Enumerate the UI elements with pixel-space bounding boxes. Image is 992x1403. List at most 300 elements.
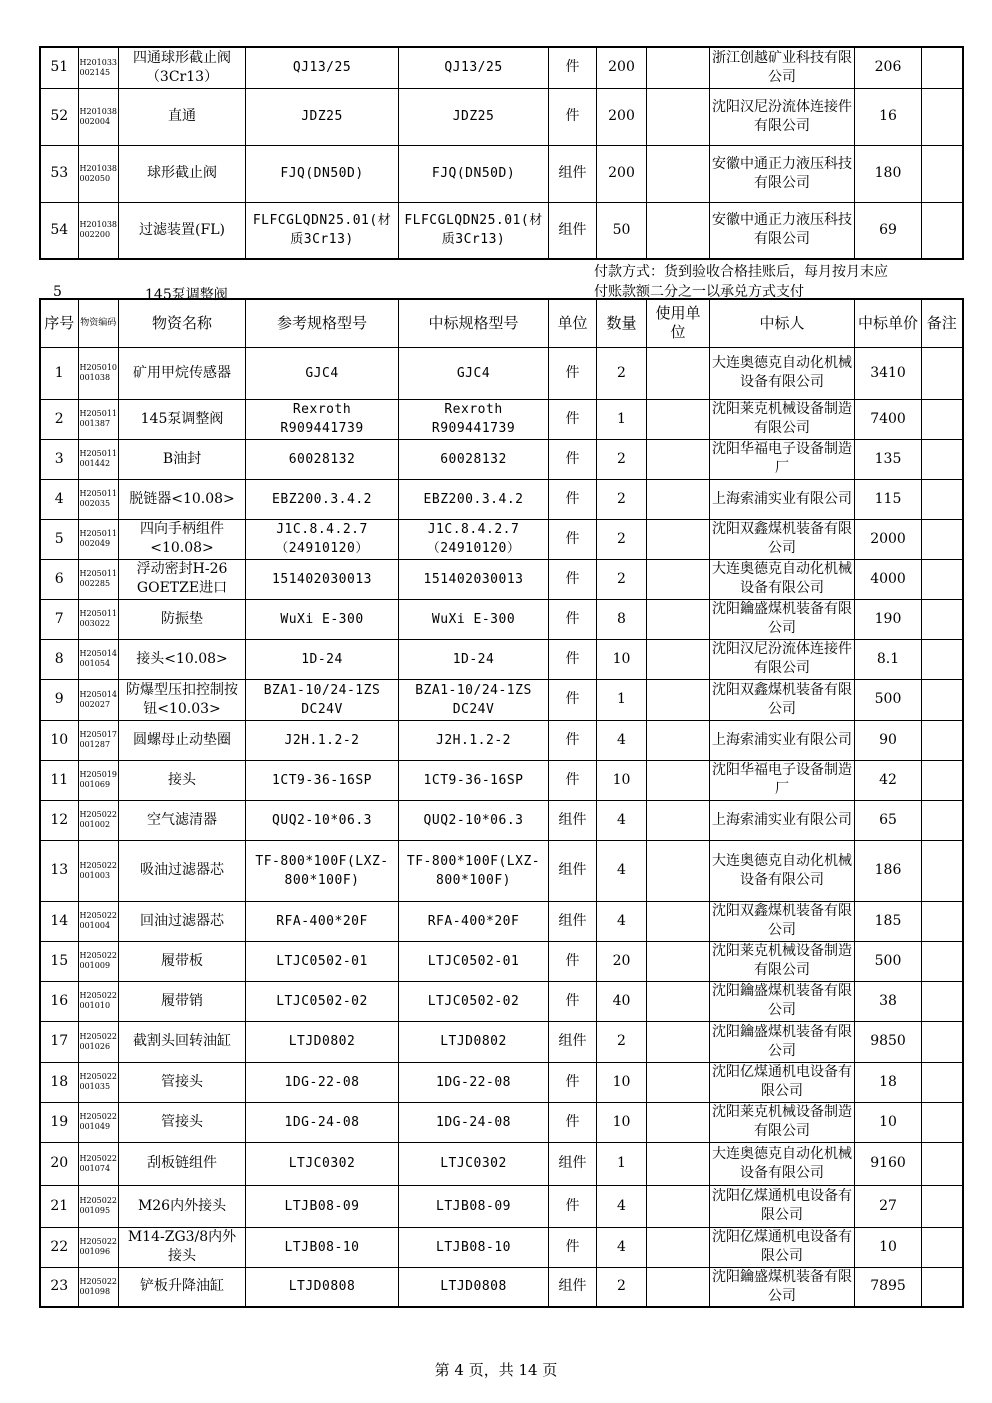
cell-use-unit xyxy=(647,399,710,439)
cell-unit: 件 xyxy=(549,720,597,760)
cell-use-unit xyxy=(647,840,710,901)
cell-use-unit xyxy=(647,439,710,479)
cell-price: 185 xyxy=(855,901,922,941)
cell-unit: 件 xyxy=(549,599,597,639)
header-name: 物资名称 xyxy=(119,299,246,347)
cell-price: 90 xyxy=(855,720,922,760)
section-number: 5 xyxy=(53,284,62,300)
cell-use-unit xyxy=(647,901,710,941)
cell-no: 14 xyxy=(40,901,78,941)
cell-bid-spec: 1CT9-36-16SP xyxy=(399,760,549,800)
cell-note xyxy=(922,1267,963,1307)
cell-price: 27 xyxy=(855,1185,922,1227)
cell-unit: 件 xyxy=(549,559,597,599)
cell-bid-spec: LTJC0502-02 xyxy=(399,981,549,1021)
cell-note xyxy=(922,599,963,639)
cell-price: 500 xyxy=(855,941,922,981)
cell-use-unit xyxy=(647,639,710,679)
cell-unit: 组件 xyxy=(549,840,597,901)
cell-unit: 组件 xyxy=(549,901,597,941)
section-title: 145泵调整阀 xyxy=(145,287,228,303)
cell-bid-spec: 1D-24 xyxy=(399,639,549,679)
cell-vendor: 安徽中通正力液压科技有限公司 xyxy=(710,145,855,202)
cell-no: 21 xyxy=(40,1185,78,1227)
cell-name: 防振垫 xyxy=(119,599,246,639)
cell-qty: 2 xyxy=(597,559,647,599)
cell-note xyxy=(922,1142,963,1185)
cell-unit: 件 xyxy=(549,760,597,800)
cell-code: H205017 001287 xyxy=(78,720,119,760)
cell-price: 38 xyxy=(855,981,922,1021)
cell-unit: 组件 xyxy=(549,800,597,840)
cell-name: 截割头回转油缸 xyxy=(119,1021,246,1062)
cell-unit: 件 xyxy=(549,347,597,399)
cell-qty: 2 xyxy=(597,439,647,479)
cell-price: 9850 xyxy=(855,1021,922,1062)
cell-code: H205022 001026 xyxy=(78,1021,119,1062)
cell-qty: 4 xyxy=(597,720,647,760)
cell-qty: 8 xyxy=(597,599,647,639)
cell-vendor: 沈阳双鑫煤机装备有限公司 xyxy=(710,519,855,559)
cell-note xyxy=(922,479,963,519)
cell-note xyxy=(922,439,963,479)
table-row xyxy=(40,399,963,439)
cell-unit: 件 xyxy=(549,47,597,88)
cell-code: H205011 002035 xyxy=(78,479,119,519)
cell-price: 7895 xyxy=(855,1267,922,1307)
cell-note xyxy=(922,1102,963,1142)
cell-vendor: 沈阳华福电子设备制造厂 xyxy=(710,439,855,479)
cell-unit: 件 xyxy=(549,1062,597,1102)
cell-note xyxy=(922,519,963,559)
cell-ref-spec: LTJC0302 xyxy=(246,1142,399,1185)
table-row xyxy=(40,1267,963,1307)
cell-code: H201038 002200 xyxy=(78,202,119,259)
cell-price: 3410 xyxy=(855,347,922,399)
cell-unit: 件 xyxy=(549,88,597,145)
cell-use-unit xyxy=(647,347,710,399)
cell-ref-spec: FJQ(DN50D) xyxy=(246,145,399,202)
cell-ref-spec: JDZ25 xyxy=(246,88,399,145)
cell-name: M26内外接头 xyxy=(119,1185,246,1227)
cell-name: 管接头 xyxy=(119,1062,246,1102)
cell-bid-spec: BZA1-10/24-1ZS DC24V xyxy=(399,679,549,720)
cell-ref-spec: QJ13/25 xyxy=(246,47,399,88)
table-row xyxy=(40,1142,963,1185)
cell-vendor: 沈阳莱克机械设备制造有限公司 xyxy=(710,941,855,981)
cell-no: 8 xyxy=(40,639,78,679)
cell-vendor: 沈阳汉尼汾流体连接件有限公司 xyxy=(710,88,855,145)
cell-no: 10 xyxy=(40,720,78,760)
cell-note xyxy=(922,679,963,720)
cell-bid-spec: GJC4 xyxy=(399,347,549,399)
cell-qty: 10 xyxy=(597,639,647,679)
table-header-row xyxy=(40,299,963,347)
cell-ref-spec: GJC4 xyxy=(246,347,399,399)
cell-vendor: 沈阳汉尼汾流体连接件有限公司 xyxy=(710,639,855,679)
header-note: 备注 xyxy=(922,299,963,347)
cell-note xyxy=(922,1021,963,1062)
cell-ref-spec: LTJC0502-01 xyxy=(246,941,399,981)
cell-code: H205014 001054 xyxy=(78,639,119,679)
table-row xyxy=(40,901,963,941)
cell-name: 浮动密封H-26 GOETZE进口 xyxy=(119,559,246,599)
cell-use-unit xyxy=(647,202,710,259)
cell-vendor: 上海索浦实业有限公司 xyxy=(710,800,855,840)
cell-qty: 1 xyxy=(597,1142,647,1185)
cell-bid-spec: J1C.8.4.2.7（24910120） xyxy=(399,519,549,559)
payment-terms-line-1: 付款方式：货到验收合格挂账后，每月按月末应 xyxy=(594,264,888,280)
cell-qty: 10 xyxy=(597,1062,647,1102)
cell-name: 圆螺母止动垫圈 xyxy=(119,720,246,760)
cell-no: 12 xyxy=(40,800,78,840)
cell-unit: 件 xyxy=(549,981,597,1021)
cell-vendor: 沈阳鑰盛煤机装备有限公司 xyxy=(710,599,855,639)
cell-bid-spec: RFA-400*20F xyxy=(399,901,549,941)
cell-bid-spec: LTJD0802 xyxy=(399,1021,549,1062)
cell-unit: 件 xyxy=(549,519,597,559)
cell-no: 9 xyxy=(40,679,78,720)
cell-price: 10 xyxy=(855,1102,922,1142)
cell-vendor: 大连奥德克自动化机械设备有限公司 xyxy=(710,559,855,599)
header-use-unit: 使用单位 xyxy=(647,299,710,347)
cell-use-unit xyxy=(647,981,710,1021)
cell-bid-spec: QUQ2-10*06.3 xyxy=(399,800,549,840)
cell-ref-spec: BZA1-10/24-1ZS DC24V xyxy=(246,679,399,720)
cell-code: H201033 002145 xyxy=(78,47,119,88)
page-footer: 第 4 页，共 14 页 xyxy=(434,1361,558,1379)
cell-no: 52 xyxy=(40,88,78,145)
cell-use-unit xyxy=(647,145,710,202)
cell-qty: 4 xyxy=(597,1227,647,1267)
header-bid-spec: 中标规格型号 xyxy=(399,299,549,347)
cell-vendor: 沈阳莱克机械设备制造有限公司 xyxy=(710,1102,855,1142)
cell-name: 过滤装置(FL) xyxy=(119,202,246,259)
cell-qty: 1 xyxy=(597,399,647,439)
cell-use-unit xyxy=(647,519,710,559)
cell-qty: 40 xyxy=(597,981,647,1021)
cell-name: 脱链器<10.08> xyxy=(119,479,246,519)
cell-price: 8.1 xyxy=(855,639,922,679)
table-row xyxy=(40,840,963,901)
table-row xyxy=(40,599,963,639)
cell-no: 51 xyxy=(40,47,78,88)
cell-no: 6 xyxy=(40,559,78,599)
cell-note xyxy=(922,901,963,941)
table-row xyxy=(40,519,963,559)
cell-code: H205011 002285 xyxy=(78,559,119,599)
cell-no: 23 xyxy=(40,1267,78,1307)
table-row xyxy=(40,202,963,259)
cell-bid-spec: Rexroth R909441739 xyxy=(399,399,549,439)
cell-vendor: 沈阳双鑫煤机装备有限公司 xyxy=(710,679,855,720)
cell-vendor: 大连奥德克自动化机械设备有限公司 xyxy=(710,347,855,399)
cell-use-unit xyxy=(647,559,710,599)
table-row xyxy=(40,1021,963,1062)
table-row xyxy=(40,559,963,599)
cell-no: 1 xyxy=(40,347,78,399)
cell-no: 11 xyxy=(40,760,78,800)
cell-price: 9160 xyxy=(855,1142,922,1185)
cell-vendor: 沈阳莱克机械设备制造有限公司 xyxy=(710,399,855,439)
cell-price: 65 xyxy=(855,800,922,840)
cell-no: 15 xyxy=(40,941,78,981)
cell-name: 管接头 xyxy=(119,1102,246,1142)
cell-price: 500 xyxy=(855,679,922,720)
cell-use-unit xyxy=(647,1062,710,1102)
cell-ref-spec: WuXi E-300 xyxy=(246,599,399,639)
cell-use-unit xyxy=(647,679,710,720)
header-no: 序号 xyxy=(40,299,78,347)
table-row xyxy=(40,720,963,760)
cell-qty: 2 xyxy=(597,347,647,399)
cell-use-unit xyxy=(647,1102,710,1142)
cell-qty: 1 xyxy=(597,679,647,720)
cell-name: 刮板链组件 xyxy=(119,1142,246,1185)
cell-name: 矿用甲烷传感器 xyxy=(119,347,246,399)
cell-ref-spec: LTJB08-09 xyxy=(246,1185,399,1227)
cell-note xyxy=(922,1062,963,1102)
cell-name: 四通球形截止阀（3Cr13） xyxy=(119,47,246,88)
cell-bid-spec: TF-800*100F(LXZ-800*100F) xyxy=(399,840,549,901)
cell-code: H205011 002049 xyxy=(78,519,119,559)
cell-no: 5 xyxy=(40,519,78,559)
cell-price: 135 xyxy=(855,439,922,479)
cell-bid-spec: 1DG-24-08 xyxy=(399,1102,549,1142)
cell-qty: 2 xyxy=(597,1021,647,1062)
cell-note xyxy=(922,639,963,679)
cell-qty: 200 xyxy=(597,145,647,202)
cell-note xyxy=(922,47,963,88)
cell-no: 53 xyxy=(40,145,78,202)
cell-name: 直通 xyxy=(119,88,246,145)
cell-use-unit xyxy=(647,1021,710,1062)
cell-unit: 件 xyxy=(549,941,597,981)
cell-no: 20 xyxy=(40,1142,78,1185)
cell-unit: 组件 xyxy=(549,1021,597,1062)
table-row xyxy=(40,981,963,1021)
table-row xyxy=(40,1102,963,1142)
cell-price: 190 xyxy=(855,599,922,639)
cell-bid-spec: 60028132 xyxy=(399,439,549,479)
cell-unit: 件 xyxy=(549,1227,597,1267)
cell-code: H201038 002004 xyxy=(78,88,119,145)
cell-unit: 组件 xyxy=(549,202,597,259)
cell-note xyxy=(922,720,963,760)
cell-bid-spec: LTJB08-10 xyxy=(399,1227,549,1267)
cell-note xyxy=(922,88,963,145)
cell-code: H205022 001035 xyxy=(78,1062,119,1102)
cell-code: H205014 002027 xyxy=(78,679,119,720)
cell-ref-spec: J1C.8.4.2.7（24910120） xyxy=(246,519,399,559)
cell-no: 22 xyxy=(40,1227,78,1267)
cell-qty: 2 xyxy=(597,519,647,559)
cell-vendor: 沈阳鑰盛煤机装备有限公司 xyxy=(710,1021,855,1062)
cell-ref-spec: Rexroth R909441739 xyxy=(246,399,399,439)
cell-no: 13 xyxy=(40,840,78,901)
cell-unit: 组件 xyxy=(549,1142,597,1185)
cell-bid-spec: LTJC0502-01 xyxy=(399,941,549,981)
cell-code: H205010 001038 xyxy=(78,347,119,399)
cell-note xyxy=(922,760,963,800)
cell-price: 4000 xyxy=(855,559,922,599)
table-row xyxy=(40,88,963,145)
cell-bid-spec: LTJD0808 xyxy=(399,1267,549,1307)
cell-code: H205022 001009 xyxy=(78,941,119,981)
cell-no: 4 xyxy=(40,479,78,519)
cell-vendor: 安徽中通正力液压科技有限公司 xyxy=(710,202,855,259)
cell-vendor: 沈阳亿煤通机电设备有限公司 xyxy=(710,1062,855,1102)
cell-price: 16 xyxy=(855,88,922,145)
cell-use-unit xyxy=(647,800,710,840)
cell-unit: 件 xyxy=(549,639,597,679)
cell-code: H205022 001004 xyxy=(78,901,119,941)
header-vendor: 中标人 xyxy=(710,299,855,347)
cell-ref-spec: QUQ2-10*06.3 xyxy=(246,800,399,840)
cell-bid-spec: FJQ(DN50D) xyxy=(399,145,549,202)
cell-price: 18 xyxy=(855,1062,922,1102)
cell-code: H205022 001074 xyxy=(78,1142,119,1185)
cell-price: 186 xyxy=(855,840,922,901)
cell-name: 接头 xyxy=(119,760,246,800)
cell-qty: 4 xyxy=(597,840,647,901)
cell-name: 防爆型压扣控制按钮<10.03> xyxy=(119,679,246,720)
cell-qty: 4 xyxy=(597,901,647,941)
cell-vendor: 大连奥德克自动化机械设备有限公司 xyxy=(710,1142,855,1185)
cell-name: 回油过滤器芯 xyxy=(119,901,246,941)
cell-price: 42 xyxy=(855,760,922,800)
cell-bid-spec: QJ13/25 xyxy=(399,47,549,88)
cell-note xyxy=(922,981,963,1021)
cell-name: 吸油过滤器芯 xyxy=(119,840,246,901)
continued-items-table xyxy=(39,46,964,260)
cell-note xyxy=(922,941,963,981)
cell-qty: 4 xyxy=(597,800,647,840)
cell-qty: 2 xyxy=(597,479,647,519)
cell-ref-spec: 151402030013 xyxy=(246,559,399,599)
cell-no: 3 xyxy=(40,439,78,479)
cell-price: 7400 xyxy=(855,399,922,439)
cell-note xyxy=(922,1185,963,1227)
cell-code: H205022 001095 xyxy=(78,1185,119,1227)
cell-bid-spec: JDZ25 xyxy=(399,88,549,145)
cell-qty: 10 xyxy=(597,760,647,800)
cell-use-unit xyxy=(647,479,710,519)
table-row xyxy=(40,679,963,720)
cell-qty: 4 xyxy=(597,1185,647,1227)
cell-bid-spec: EBZ200.3.4.2 xyxy=(399,479,549,519)
cell-note xyxy=(922,202,963,259)
table-row xyxy=(40,479,963,519)
cell-use-unit xyxy=(647,1267,710,1307)
cell-ref-spec: EBZ200.3.4.2 xyxy=(246,479,399,519)
cell-qty: 200 xyxy=(597,88,647,145)
cell-use-unit xyxy=(647,760,710,800)
cell-ref-spec: 60028132 xyxy=(246,439,399,479)
cell-code: H205022 001098 xyxy=(78,1267,119,1307)
cell-vendor: 沈阳鑰盛煤机装备有限公司 xyxy=(710,1267,855,1307)
cell-unit: 件 xyxy=(549,679,597,720)
cell-qty: 200 xyxy=(597,47,647,88)
cell-ref-spec: 1CT9-36-16SP xyxy=(246,760,399,800)
header-qty: 数量 xyxy=(597,299,647,347)
cell-vendor: 大连奥德克自动化机械设备有限公司 xyxy=(710,840,855,901)
cell-vendor: 沈阳鑰盛煤机装备有限公司 xyxy=(710,981,855,1021)
cell-use-unit xyxy=(647,1142,710,1185)
cell-ref-spec: LTJD0802 xyxy=(246,1021,399,1062)
cell-bid-spec: LTJC0302 xyxy=(399,1142,549,1185)
payment-terms-line-2: 付账款额二分之一以承兑方式支付 xyxy=(594,284,804,300)
cell-note xyxy=(922,559,963,599)
cell-use-unit xyxy=(647,720,710,760)
cell-note xyxy=(922,399,963,439)
table-row xyxy=(40,439,963,479)
cell-ref-spec: TF-800*100F(LXZ-800*100F) xyxy=(246,840,399,901)
cell-code: H205022 001096 xyxy=(78,1227,119,1267)
header-unit: 单位 xyxy=(549,299,597,347)
cell-bid-spec: J2H.1.2-2 xyxy=(399,720,549,760)
cell-use-unit xyxy=(647,1185,710,1227)
cell-unit: 件 xyxy=(549,1185,597,1227)
cell-code: H205011 001442 xyxy=(78,439,119,479)
cell-code: H201038 002050 xyxy=(78,145,119,202)
cell-use-unit xyxy=(647,1227,710,1267)
cell-no: 17 xyxy=(40,1021,78,1062)
cell-note xyxy=(922,840,963,901)
cell-ref-spec: LTJC0502-02 xyxy=(246,981,399,1021)
cell-vendor: 沈阳华福电子设备制造厂 xyxy=(710,760,855,800)
cell-price: 69 xyxy=(855,202,922,259)
cell-unit: 组件 xyxy=(549,145,597,202)
header-ref-spec: 参考规格型号 xyxy=(246,299,399,347)
cell-vendor: 沈阳亿煤通机电设备有限公司 xyxy=(710,1185,855,1227)
cell-vendor: 上海索浦实业有限公司 xyxy=(710,479,855,519)
cell-use-unit xyxy=(647,88,710,145)
table-row xyxy=(40,760,963,800)
cell-bid-spec: WuXi E-300 xyxy=(399,599,549,639)
cell-code: H205022 001049 xyxy=(78,1102,119,1142)
cell-no: 7 xyxy=(40,599,78,639)
cell-bid-spec: FLFCGLQDN25.01(材质3Cr13) xyxy=(399,202,549,259)
cell-ref-spec: FLFCGLQDN25.01(材质3Cr13) xyxy=(246,202,399,259)
cell-code: H205011 003022 xyxy=(78,599,119,639)
cell-vendor: 沈阳亿煤通机电设备有限公司 xyxy=(710,1227,855,1267)
cell-unit: 件 xyxy=(549,1102,597,1142)
cell-use-unit xyxy=(647,599,710,639)
cell-ref-spec: LTJD0808 xyxy=(246,1267,399,1307)
cell-price: 10 xyxy=(855,1227,922,1267)
cell-no: 19 xyxy=(40,1102,78,1142)
cell-ref-spec: 1DG-22-08 xyxy=(246,1062,399,1102)
cell-bid-spec: 151402030013 xyxy=(399,559,549,599)
cell-name: M14-ZG3/8内外接头 xyxy=(119,1227,246,1267)
cell-note xyxy=(922,1227,963,1267)
cell-name: B油封 xyxy=(119,439,246,479)
cell-use-unit xyxy=(647,941,710,981)
cell-vendor: 浙江创越矿业科技有限公司 xyxy=(710,47,855,88)
cell-bid-spec: 1DG-22-08 xyxy=(399,1062,549,1102)
table-row xyxy=(40,1062,963,1102)
cell-ref-spec: 1DG-24-08 xyxy=(246,1102,399,1142)
cell-price: 2000 xyxy=(855,519,922,559)
cell-vendor: 沈阳双鑫煤机装备有限公司 xyxy=(710,901,855,941)
table-row xyxy=(40,145,963,202)
cell-name: 履带销 xyxy=(119,981,246,1021)
header-code: 物资编码 xyxy=(78,299,119,347)
materials-table xyxy=(39,298,964,1308)
table-row xyxy=(40,47,963,88)
cell-name: 145泵调整阀 xyxy=(119,399,246,439)
